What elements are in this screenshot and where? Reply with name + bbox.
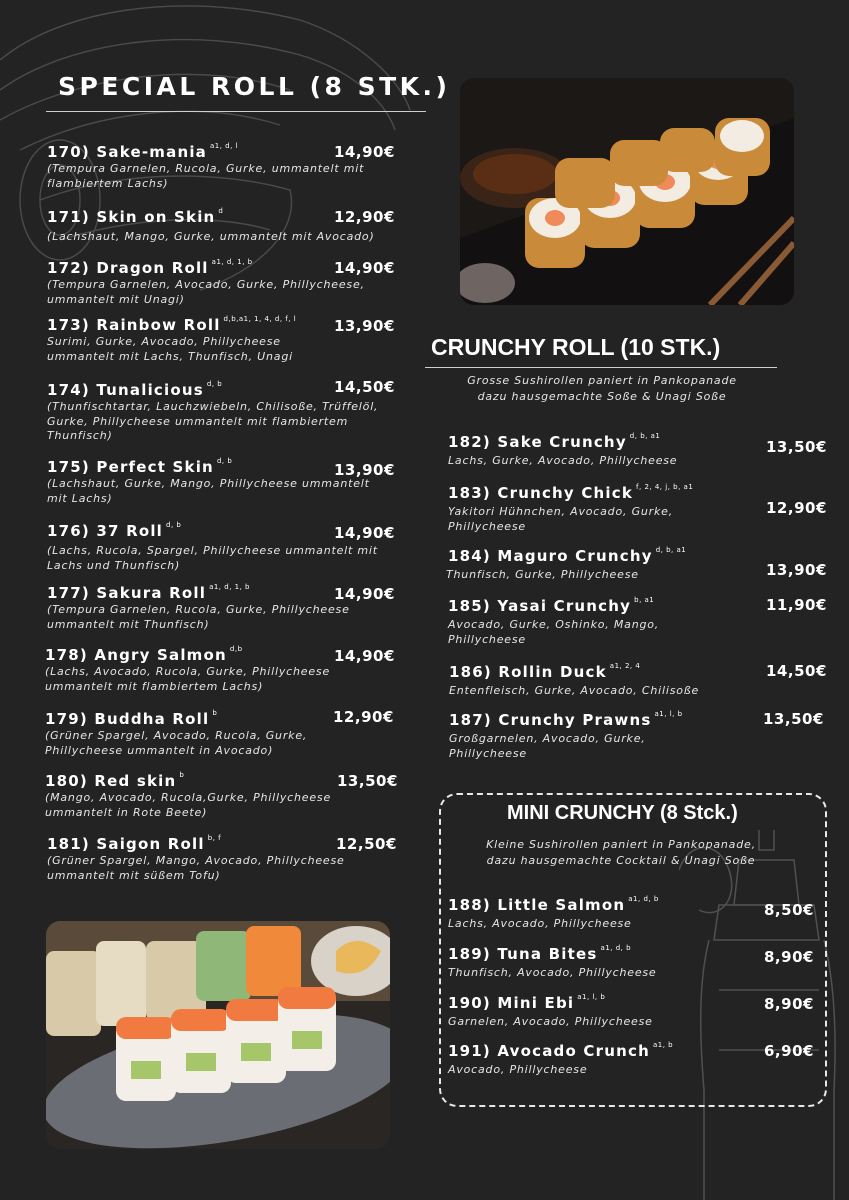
- item-description: Lachs, Avocado, Phillycheese: [448, 917, 632, 930]
- menu-item-178: [45, 645, 355, 694]
- mini-crunchy-intro: [448, 837, 794, 869]
- item-allergens: d: [218, 207, 224, 215]
- item-price: 8,90€: [764, 948, 814, 966]
- menu-item-189: [448, 944, 748, 981]
- item-price: 13,90€: [334, 461, 395, 479]
- item-description: Thunfisch, Gurke, Phillycheese: [446, 568, 639, 581]
- item-description: (Mango, Avocado, Rucola,Gurke, Phillycheese ummantelt in Rote Beete): [45, 791, 332, 819]
- item-name: 170) Sake-mania: [47, 143, 207, 161]
- menu-item-181: [47, 834, 367, 883]
- item-name: 190) Mini Ebi: [448, 994, 575, 1012]
- item-description: Großgarnelen, Avocado, Gurke, Phillycheese: [449, 732, 646, 760]
- item-price: 12,50€: [336, 835, 397, 853]
- item-name: 191) Avocado Crunch: [448, 1042, 650, 1060]
- menu-item-190: [448, 993, 748, 1030]
- item-price: 14,50€: [766, 662, 827, 680]
- crunchy-roll-intro: [432, 373, 772, 405]
- menu-item-184: [446, 546, 756, 583]
- crunchy-roll-heading: CRUNCHY ROLL (10 STK.): [431, 334, 721, 360]
- menu-item-180: [45, 771, 355, 820]
- item-name: 176) 37 Roll: [47, 522, 164, 540]
- item-description: (Tempura Garnelen, Avocado, Gurke, Phillycheese, ummantelt mit Unagi): [47, 278, 365, 306]
- item-description: Entenfleisch, Gurke, Avocado, Chilisoße: [449, 684, 700, 697]
- salmon-roll-photo: [46, 921, 390, 1149]
- item-allergens: b, a1: [634, 596, 655, 604]
- item-name: 184) Maguro Crunchy: [448, 547, 653, 565]
- menu-item-188: [448, 895, 748, 932]
- item-price: 14,90€: [334, 647, 395, 665]
- item-allergens: a1, d, 1, b: [209, 583, 250, 591]
- item-description: Lachs, Gurke, Avocado, Phillycheese: [448, 454, 678, 467]
- special-roll-heading: SPECIAL ROLL (8 STK.): [58, 72, 451, 101]
- item-name: 187) Crunchy Prawns: [449, 711, 652, 729]
- item-allergens: a1, 2, 4: [609, 662, 641, 670]
- item-price: 6,90€: [764, 1042, 814, 1060]
- item-description: (Lachshaut, Mango, Gurke, ummantelt mit Avocado): [47, 230, 375, 243]
- menu-item-173: [47, 315, 327, 364]
- mini-crunchy-heading: MINI CRUNCHY (8 Stck.): [507, 802, 738, 824]
- intro-line: dazu hausgemachte Cocktail & Unagi Soße: [486, 854, 756, 867]
- item-name: 188) Little Salmon: [448, 896, 626, 914]
- item-description: (Lachs, Avocado, Rucola, Gurke, Phillycheese ummantelt mit flambiertem Lachs): [45, 665, 331, 693]
- item-price: 11,90€: [766, 596, 827, 614]
- item-allergens: d, b: [216, 457, 233, 465]
- item-allergens: a1, d, b: [628, 895, 659, 903]
- item-allergens: a1, d, b: [600, 944, 632, 952]
- item-allergens: a1, l, b: [577, 993, 606, 1001]
- item-price: 14,90€: [334, 143, 395, 161]
- menu-item-191: [448, 1041, 748, 1078]
- item-name: 173) Rainbow Roll: [47, 316, 221, 334]
- item-price: 8,90€: [764, 995, 814, 1013]
- item-allergens: b: [212, 709, 218, 717]
- item-description: (Grüner Spargel, Mango, Avocado, Phillycheese ummantelt mit süßem Tofu): [47, 854, 345, 882]
- item-allergens: d, b: [166, 521, 182, 529]
- item-allergens: a1, d, 1, b: [211, 258, 253, 266]
- item-description: (Tempura Garnelen, Rucola, Gurke, Phillycheese ummantelt mit Thunfisch): [47, 603, 350, 631]
- item-price: 8,50€: [764, 901, 814, 919]
- item-allergens: a1, d, l: [209, 142, 239, 150]
- menu-item-177: [47, 583, 377, 632]
- menu-item-186: [449, 662, 759, 699]
- item-name: 189) Tuna Bites: [448, 945, 598, 963]
- item-price: 13,50€: [763, 710, 824, 728]
- item-allergens: a1, b: [652, 1041, 674, 1049]
- item-price: 13,50€: [337, 772, 398, 790]
- intro-line: Kleine Sushirollen paniert in Pankopanade,: [486, 838, 756, 851]
- crunchy-roll-divider: [425, 367, 777, 368]
- item-allergens: f, 2, 4, j, b, a1: [636, 483, 694, 491]
- item-allergens: b: [179, 771, 185, 779]
- item-price: 14,90€: [334, 524, 395, 542]
- item-description: (Lachshaut, Gurke, Mango, Phillycheese ummantelt mit Lachs): [47, 477, 370, 505]
- item-price: 13,90€: [766, 561, 827, 579]
- item-name: 172) Dragon Roll: [47, 259, 209, 277]
- item-price: 12,90€: [333, 708, 394, 726]
- item-name: 180) Red skin: [45, 772, 177, 790]
- menu-item-183: [448, 483, 698, 534]
- item-allergens: d, b, a1: [629, 432, 661, 440]
- item-description: Surimi, Gurke, Avocado, Phillycheese ummantelt mit Lachs, Thunfisch, Unagi: [47, 335, 293, 363]
- item-price: 13,90€: [334, 317, 395, 335]
- item-allergens: d,b: [229, 645, 243, 653]
- item-name: 174) Tunalicious: [47, 381, 204, 399]
- item-allergens: b, f: [207, 834, 222, 842]
- item-description: Yakitori Hühnchen, Avocado, Gurke, Phillycheese: [448, 505, 674, 533]
- item-price: 13,50€: [766, 438, 827, 456]
- item-description: (Thunfischtartar, Lauchzwiebeln, Chilisoße, Trüffelöl, Gurke, Phillycheese ummantelt mit flambiertem Thunfisch): [47, 400, 379, 442]
- item-name: 178) Angry Salmon: [45, 646, 227, 664]
- item-price: 14,50€: [334, 378, 395, 396]
- item-name: 179) Buddha Roll: [45, 710, 210, 728]
- item-allergens: d,b,a1, 1, 4, d, f, l: [223, 315, 297, 323]
- item-price: 14,90€: [334, 585, 395, 603]
- item-description: Garnelen, Avocado, Phillycheese: [448, 1015, 653, 1028]
- item-price: 12,90€: [334, 208, 395, 226]
- item-allergens: d, b, a1: [655, 546, 687, 554]
- item-allergens: d, b: [206, 380, 223, 388]
- menu-item-185: [448, 596, 688, 647]
- item-description: Avocado, Phillycheese: [448, 1063, 588, 1076]
- item-description: Avocado, Gurke, Oshinko, Mango, Phillycheese: [448, 618, 660, 646]
- item-name: 185) Yasai Crunchy: [448, 597, 632, 615]
- item-description: (Grüner Spargel, Avocado, Rucola, Gurke, Phillycheese ummantelt in Avocado): [45, 729, 308, 757]
- intro-line: Grosse Sushirollen paniert in Pankopanade: [467, 374, 737, 387]
- item-name: 175) Perfect Skin: [47, 458, 214, 476]
- item-name: 181) Saigon Roll: [47, 835, 205, 853]
- item-description: (Lachs, Rucola, Spargel, Phillycheese ummantelt mit Lachs und Thunfisch): [47, 544, 378, 572]
- item-name: 177) Sakura Roll: [47, 584, 207, 602]
- item-name: 186) Rollin Duck: [449, 663, 607, 681]
- menu-item-179: [45, 709, 335, 758]
- item-description: (Tempura Garnelen, Rucola, Gurke, ummantelt mit flambiertem Lachs): [47, 162, 365, 190]
- item-name: 183) Crunchy Chick: [448, 484, 634, 502]
- intro-line: dazu hausgemachte Soße & Unagi Soße: [477, 390, 727, 403]
- special-roll-divider: [46, 111, 426, 112]
- item-name: 182) Sake Crunchy: [448, 433, 627, 451]
- item-price: 14,90€: [334, 259, 395, 277]
- item-price: 12,90€: [766, 499, 827, 517]
- menu-item-182: [448, 432, 748, 469]
- item-allergens: a1, l, b: [654, 710, 683, 718]
- item-name: 171) Skin on Skin: [47, 208, 216, 226]
- item-description: Thunfisch, Avocado, Phillycheese: [448, 966, 657, 979]
- menu-item-187: [449, 710, 709, 761]
- crunchy-roll-photo: [460, 78, 794, 305]
